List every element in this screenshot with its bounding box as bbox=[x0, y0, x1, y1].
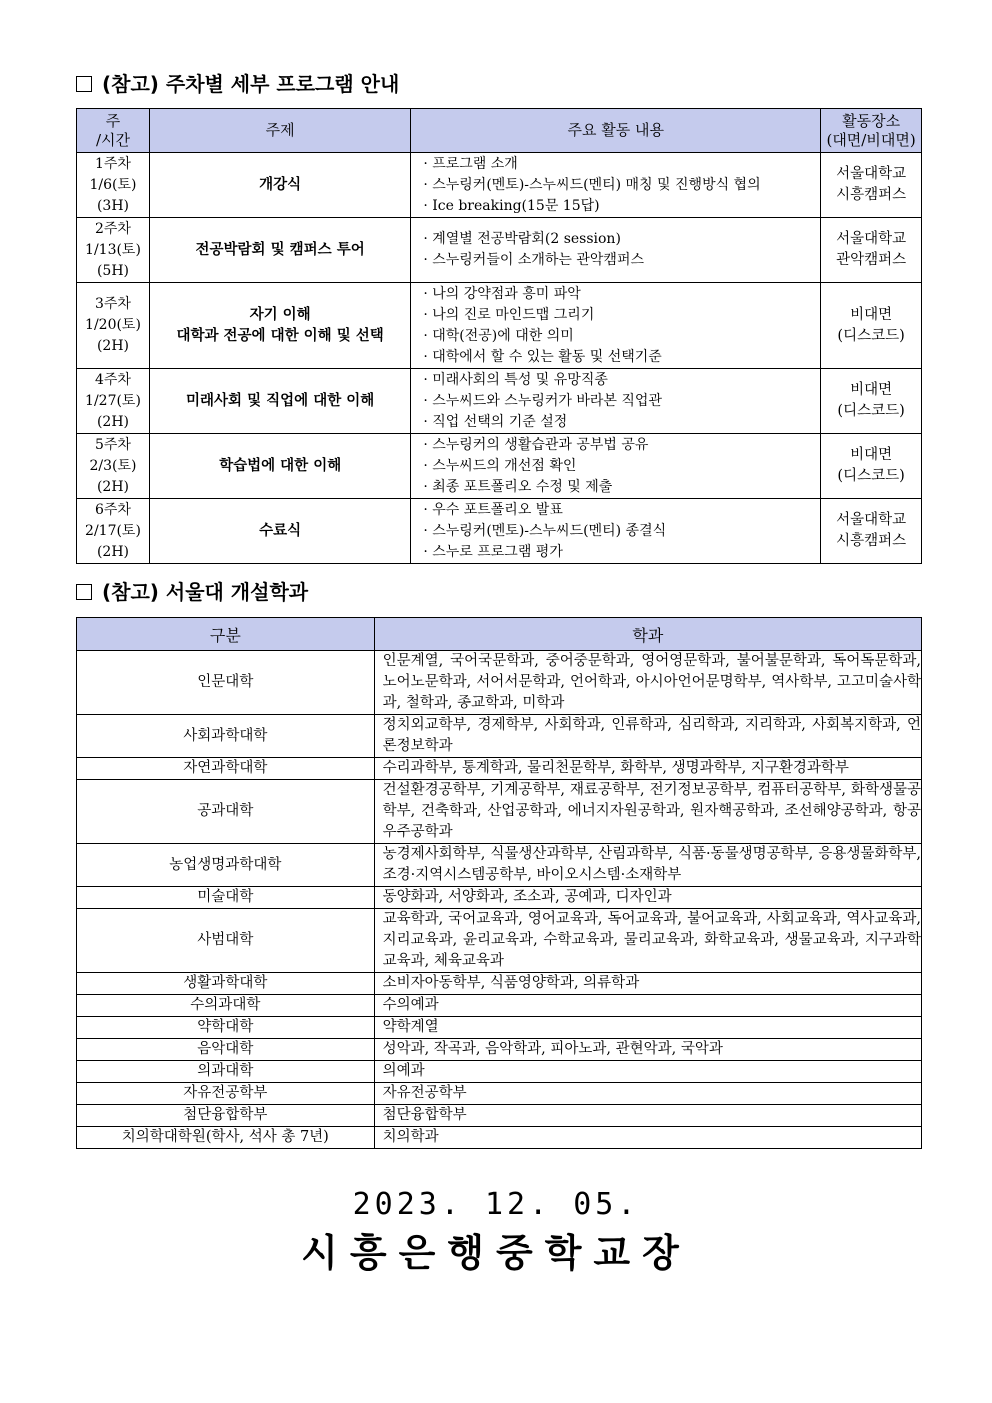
college-name: 공과대학 bbox=[77, 780, 375, 844]
activity-item: · 대학에서 할 수 있는 활동 및 선택기준 bbox=[423, 348, 662, 365]
activity-item: · 나의 진로 마인드맵 그리기 bbox=[423, 306, 595, 323]
week-cell: 1주차 1/6(토) (3H) bbox=[77, 153, 150, 218]
college-departments: 첨단융합학부 bbox=[374, 1105, 921, 1127]
college-row bbox=[77, 844, 922, 887]
week-cell: 2주차 1/13(토) (5H) bbox=[77, 218, 150, 283]
checkbox-square-icon bbox=[76, 76, 92, 92]
college-departments: 성악과, 작곡과, 음악학과, 피아노과, 관현악과, 국악과 bbox=[374, 1039, 921, 1061]
activity-item: · 미래사회의 특성 및 유망직종 bbox=[423, 371, 608, 388]
week-row bbox=[77, 434, 922, 499]
checkbox-square-icon bbox=[76, 584, 92, 600]
header-week: 주 /시간 bbox=[77, 109, 150, 153]
college-departments: 소비자아동학부, 식품영양학과, 의류학과 bbox=[374, 973, 921, 995]
college-row bbox=[77, 715, 922, 758]
college-name: 자유전공학부 bbox=[77, 1083, 375, 1105]
activity-item: · 프로그램 소개 bbox=[423, 155, 518, 172]
activities-cell bbox=[411, 283, 821, 369]
place-cell: 서울대학교 시흥캠퍼스 bbox=[821, 499, 922, 564]
college-departments: 수리과학부, 통계학과, 물리천문학부, 화학부, 생명과학부, 지구환경과학부 bbox=[374, 758, 921, 780]
document-date: 2023. 12. 05. bbox=[352, 1187, 640, 1222]
header-category: 구분 bbox=[77, 618, 375, 651]
activity-item: · 계열별 전공박람회(2 session) bbox=[423, 231, 621, 247]
college-name: 치의학대학원(학사, 석사 총 7년) bbox=[77, 1127, 375, 1149]
activities-cell bbox=[411, 434, 821, 499]
college-row bbox=[77, 973, 922, 995]
college-departments: 동양화과, 서양화과, 조소과, 공예과, 디자인과 bbox=[374, 887, 921, 909]
college-departments: 약학계열 bbox=[374, 1017, 921, 1039]
week-cell: 3주차 1/20(토) (2H) bbox=[77, 283, 150, 369]
header-departments: 학과 bbox=[374, 618, 921, 651]
college-departments: 건설환경공학부, 기계공학부, 재료공학부, 전기정보공학부, 컴퓨터공학부, 화학생물공학부, 건축학과, 산업공학과, 에너지자원공학과, 원자핵공학과, 조선해양공학과, 항공우주공학과 bbox=[374, 780, 921, 844]
activity-item: · Ice breaking(15문 15답) bbox=[423, 197, 600, 214]
activity-item: · 나의 강약점과 흥미 파악 bbox=[423, 285, 581, 302]
college-name: 의과대학 bbox=[77, 1061, 375, 1083]
place-cell: 서울대학교 관악캠퍼스 bbox=[821, 218, 922, 283]
college-row bbox=[77, 909, 922, 973]
activities-cell bbox=[411, 499, 821, 564]
header-place: 활동장소 (대면/비대면) bbox=[821, 109, 922, 153]
college-departments: 농경제사회학부, 식물생산과학부, 산림과학부, 식품·동물생명공학부, 응용생물화학부, 조경·지역시스템공학부, 바이오시스템·소재학부 bbox=[374, 844, 921, 887]
college-name: 사범대학 bbox=[77, 909, 375, 973]
college-row bbox=[77, 887, 922, 909]
activity-item: · 대학(전공)에 대한 의미 bbox=[423, 327, 574, 344]
week-row bbox=[77, 153, 922, 218]
college-name: 음악대학 bbox=[77, 1039, 375, 1061]
activity-item: · 스누씨드와 스누링커가 바라본 직업관 bbox=[423, 392, 662, 409]
college-departments: 치의학과 bbox=[374, 1127, 921, 1149]
topic-cell: 수료식 bbox=[149, 499, 410, 564]
place-cell: 비대면 (디스코드) bbox=[821, 434, 922, 499]
college-departments: 의예과 bbox=[374, 1061, 921, 1083]
activity-item: · 직업 선택의 기준 설정 bbox=[423, 413, 568, 430]
college-departments: 자유전공학부 bbox=[374, 1083, 921, 1105]
college-row bbox=[77, 651, 922, 715]
week-cell: 4주차 1/27(토) (2H) bbox=[77, 369, 150, 434]
header-activities: 주요 활동 내용 bbox=[411, 109, 821, 153]
place-cell: 비대면 (디스코드) bbox=[821, 283, 922, 369]
college-name: 수의과대학 bbox=[77, 995, 375, 1017]
college-name: 인문대학 bbox=[77, 651, 375, 715]
topic-cell: 전공박람회 및 캠퍼스 투어 bbox=[149, 218, 410, 283]
college-name: 생활과학대학 bbox=[77, 973, 375, 995]
college-name: 미술대학 bbox=[77, 887, 375, 909]
topic-cell: 미래사회 및 직업에 대한 이해 bbox=[149, 369, 410, 434]
college-departments: 인문계열, 국어국문학과, 중어중문학과, 영어영문학과, 불어불문학과, 독어독문학과, 노어노문학과, 서어서문학과, 언어학과, 아시아언어문명학부, 역사학부, 고고미술사학과, 철학과, 종교학과, 미학과 bbox=[374, 651, 921, 715]
college-row bbox=[77, 995, 922, 1017]
activities-cell bbox=[411, 153, 821, 218]
week-cell: 6주차 2/17(토) (2H) bbox=[77, 499, 150, 564]
college-departments: 정치외교학부, 경제학부, 사회학과, 인류학과, 심리학과, 지리학과, 사회복지학과, 언론정보학과 bbox=[374, 715, 921, 758]
weekly-program-table bbox=[76, 108, 922, 564]
college-row bbox=[77, 1017, 922, 1039]
week-row bbox=[77, 283, 922, 369]
activity-item: · 스누로 프로그램 평가 bbox=[423, 543, 563, 560]
college-departments: 수의예과 bbox=[374, 995, 921, 1017]
college-row bbox=[77, 1083, 922, 1105]
college-row bbox=[77, 758, 922, 780]
place-cell: 서울대학교 시흥캠퍼스 bbox=[821, 153, 922, 218]
week-row bbox=[77, 499, 922, 564]
college-name: 자연과학대학 bbox=[77, 758, 375, 780]
place-cell: 비대면 (디스코드) bbox=[821, 369, 922, 434]
college-departments: 교육학과, 국어교육과, 영어교육과, 독어교육과, 불어교육과, 사회교육과, 역사교육과, 지리교육과, 윤리교육과, 수학교육과, 물리교육과, 화학교육과, 생물교육과, 지구과학교육과, 체육교육과 bbox=[374, 909, 921, 973]
activity-item: · 스누링커(멘토)-스누씨드(멘티) 종결식 bbox=[423, 522, 667, 539]
college-name: 첨단융합학부 bbox=[77, 1105, 375, 1127]
activity-item: · 최종 포트폴리오 수정 및 제출 bbox=[423, 478, 613, 495]
activity-item: · 스누씨드의 개선점 확인 bbox=[423, 457, 577, 474]
college-row bbox=[77, 1127, 922, 1149]
section-title-departments: (참고) 서울대 개설학과 bbox=[76, 576, 308, 605]
activities-cell bbox=[411, 369, 821, 434]
college-row bbox=[77, 1105, 922, 1127]
principal-signature: 시흥은행중학교장 bbox=[301, 1231, 691, 1275]
week-row bbox=[77, 369, 922, 434]
section-title-program: (참고) 주차별 세부 프로그램 안내 bbox=[76, 68, 399, 97]
activity-item: · 스누링커(멘토)-스누씨드(멘티) 매칭 및 진행방식 협의 bbox=[423, 176, 761, 193]
activity-item: · 스누링커들이 소개하는 관악캠퍼스 bbox=[423, 252, 644, 268]
header-topic: 주제 bbox=[149, 109, 410, 153]
activity-item: · 스누링커의 생활습관과 공부법 공유 bbox=[423, 436, 649, 453]
college-name: 농업생명과학대학 bbox=[77, 844, 375, 887]
college-name: 사회과학대학 bbox=[77, 715, 375, 758]
activities-cell bbox=[411, 218, 821, 283]
departments-table bbox=[76, 617, 922, 1149]
week-row bbox=[77, 218, 922, 283]
topic-cell: 개강식 bbox=[149, 153, 410, 218]
college-name: 약학대학 bbox=[77, 1017, 375, 1039]
activity-item: · 우수 포트폴리오 발표 bbox=[423, 501, 563, 518]
topic-cell: 자기 이해 대학과 전공에 대한 이해 및 선택 bbox=[149, 283, 410, 369]
week-cell: 5주차 2/3(토) (2H) bbox=[77, 434, 150, 499]
college-row bbox=[77, 1039, 922, 1061]
college-row bbox=[77, 1061, 922, 1083]
topic-cell: 학습법에 대한 이해 bbox=[149, 434, 410, 499]
college-row bbox=[77, 780, 922, 844]
